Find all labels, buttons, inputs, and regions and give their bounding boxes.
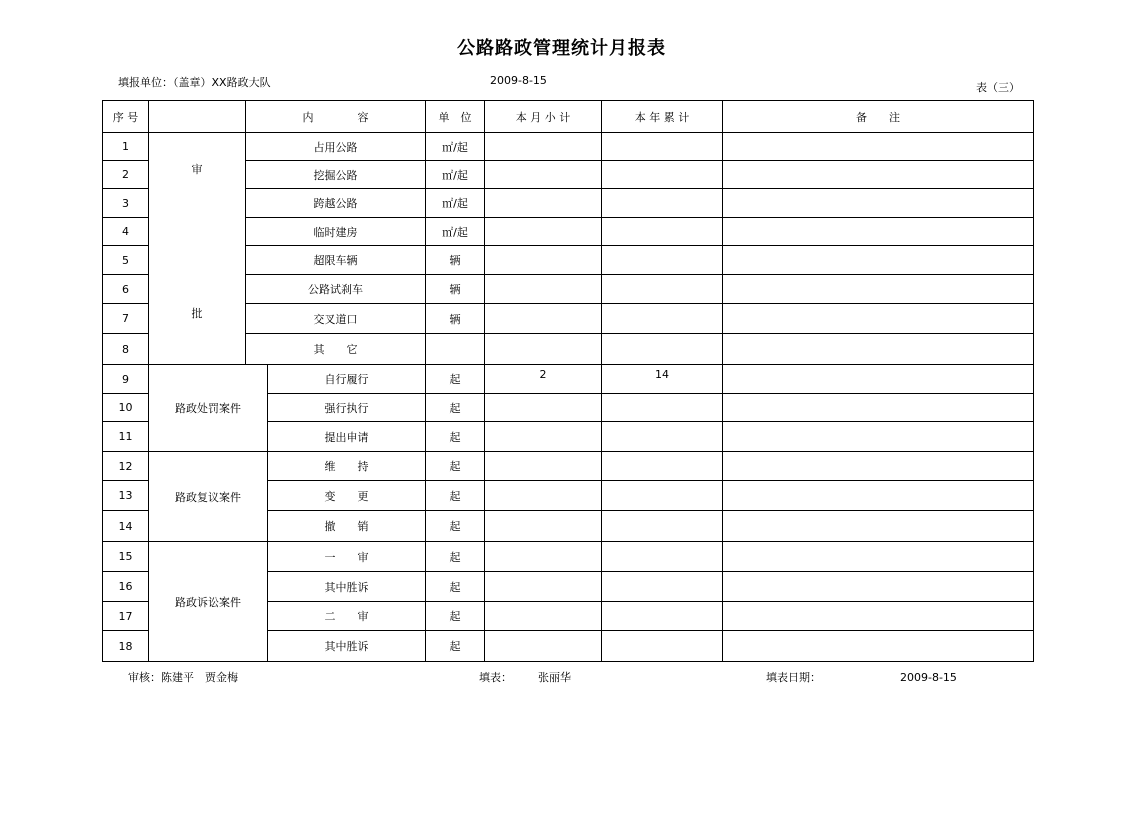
row-no: 12 [103,452,149,481]
col-header-seq: 序 号 [103,101,149,133]
row-unit: 辆 [426,246,485,275]
row-unit: 起 [426,422,485,452]
row-year [602,511,723,542]
row-item: 占用公路 [246,133,426,161]
row-remark [723,365,1034,394]
row-remark [723,481,1034,511]
row-item: 超限车辆 [246,246,426,275]
row-remark [723,511,1034,542]
row-month [485,161,602,189]
row-item: 撤 销 [268,511,426,542]
row-remark [723,161,1034,189]
row-year [602,304,723,334]
group-approval-top: 审 [191,163,203,176]
row-item: 交叉道口 [246,304,426,334]
row-item: 挖掘公路 [246,161,426,189]
col-header-blank [149,101,246,133]
row-year [602,246,723,275]
row-month: 2 [485,365,602,394]
row-unit: 起 [426,365,485,394]
row-year [602,542,723,572]
row-unit: 辆 [426,304,485,334]
row-item: 强行执行 [268,394,426,422]
row-unit: 起 [426,602,485,631]
row-unit: 起 [426,572,485,602]
row-remark [723,602,1034,631]
row-month [485,304,602,334]
row-year [602,133,723,161]
row-remark [723,572,1034,602]
row-month [485,422,602,452]
row-unit: 起 [426,542,485,572]
report-date: 2009-8-15 [490,74,547,87]
row-item: 自行履行 [268,365,426,394]
row-unit [426,334,485,365]
row-year [602,394,723,422]
group-litigation: 路政诉讼案件 [149,542,268,662]
row-month [485,572,602,602]
row-year [602,161,723,189]
row-month [485,334,602,365]
row-no: 2 [103,161,149,189]
row-no: 6 [103,275,149,304]
row-unit: 起 [426,452,485,481]
row-item: 维 持 [268,452,426,481]
row-year [602,602,723,631]
row-item: 其中胜诉 [268,572,426,602]
row-month [485,481,602,511]
row-remark [723,218,1034,246]
row-year [602,275,723,304]
row-no: 5 [103,246,149,275]
table-row [103,133,1034,161]
row-remark [723,304,1034,334]
row-no: 9 [103,365,149,394]
col-header-year: 本 年 累 计 [602,101,723,133]
row-remark [723,246,1034,275]
row-year: 14 [602,365,723,394]
row-item: 二 审 [268,602,426,631]
row-month [485,394,602,422]
row-no: 16 [103,572,149,602]
row-item: 变 更 [268,481,426,511]
header-row [103,101,1034,133]
row-remark [723,189,1034,218]
row-no: 7 [103,304,149,334]
row-unit: ㎡/起 [426,189,485,218]
row-remark [723,133,1034,161]
table-number: 表（三） [976,81,1020,94]
row-no: 13 [103,481,149,511]
row-unit: ㎡/起 [426,161,485,189]
row-month [485,542,602,572]
row-month [485,189,602,218]
row-unit: 起 [426,511,485,542]
row-no: 14 [103,511,149,542]
row-month [485,631,602,662]
row-remark [723,394,1034,422]
footer-filler-name: 张丽华 [538,671,571,684]
row-no: 10 [103,394,149,422]
row-no: 15 [103,542,149,572]
row-month [485,602,602,631]
row-remark [723,422,1034,452]
footer-filler-label: 填表： [479,671,512,684]
row-unit: 辆 [426,275,485,304]
row-year [602,631,723,662]
footer-date-label: 填表日期： [766,671,821,684]
row-month [485,511,602,542]
row-no: 3 [103,189,149,218]
row-no: 1 [103,133,149,161]
row-year [602,218,723,246]
row-month [485,133,602,161]
group-penalty: 路政处罚案件 [149,365,268,452]
row-remark [723,275,1034,304]
row-remark [723,334,1034,365]
row-year [602,572,723,602]
col-header-unit: 单 位 [426,101,485,133]
row-unit: 起 [426,631,485,662]
report-title: 公路路政管理统计月报表 [457,38,666,59]
group-review: 路政复议案件 [149,452,268,542]
row-remark [723,631,1034,662]
row-item: 公路试刹车 [246,275,426,304]
row-item: 一 审 [268,542,426,572]
table-row [103,452,1034,481]
col-header-remark: 备 注 [723,101,1034,133]
row-unit: 起 [426,394,485,422]
group-approval-bottom: 批 [191,307,203,320]
row-no: 17 [103,602,149,631]
table-row [103,365,1034,394]
row-month [485,275,602,304]
row-item: 临时建房 [246,218,426,246]
row-remark [723,542,1034,572]
row-year [602,334,723,365]
row-month [485,246,602,275]
row-unit: ㎡/起 [426,218,485,246]
table-row [103,542,1034,572]
row-year [602,452,723,481]
row-month [485,452,602,481]
row-item: 其 它 [246,334,426,365]
row-no: 18 [103,631,149,662]
row-item: 其中胜诉 [268,631,426,662]
row-no: 8 [103,334,149,365]
row-no: 4 [103,218,149,246]
row-unit: 起 [426,481,485,511]
footer-date-value: 2009-8-15 [900,671,957,684]
row-year [602,189,723,218]
footer-reviewer: 审核：陈建平 贾金梅 [128,671,238,684]
statistics-table [102,100,1034,662]
row-remark [723,452,1034,481]
col-header-month: 本 月 小 计 [485,101,602,133]
col-header-content: 内 容 [246,101,426,133]
row-year [602,422,723,452]
row-year [602,481,723,511]
row-month [485,218,602,246]
row-unit: ㎡/起 [426,133,485,161]
row-no: 11 [103,422,149,452]
row-item: 跨越公路 [246,189,426,218]
group-approval [149,133,246,365]
row-item: 提出申请 [268,422,426,452]
reporting-unit: 填报单位：（盖章）XX路政大队 [118,76,271,89]
